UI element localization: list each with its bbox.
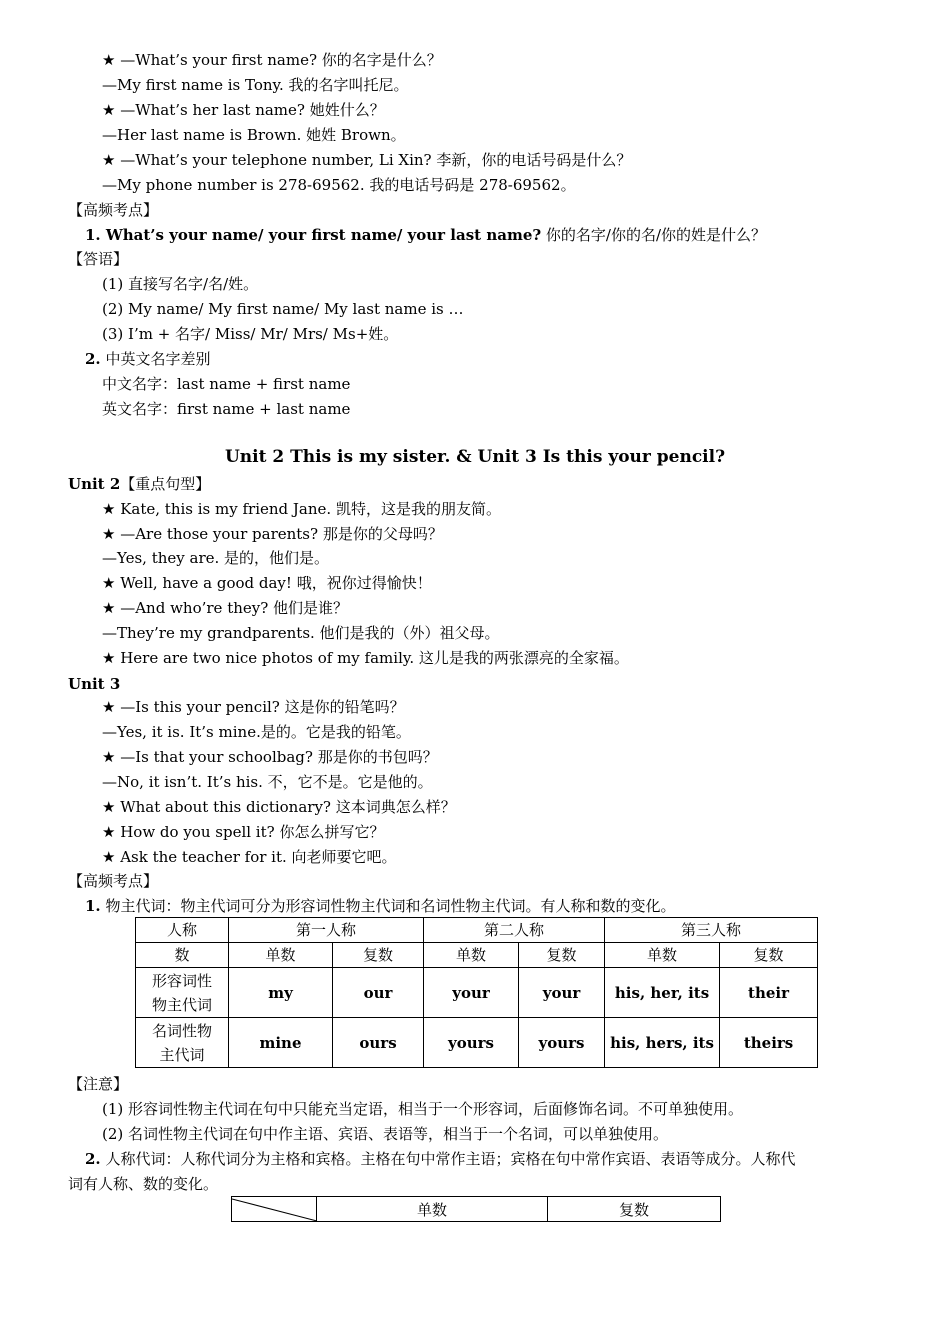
unit2-heading bbox=[68, 474, 210, 494]
table-row bbox=[136, 968, 818, 1018]
possessive-intro bbox=[85, 896, 675, 916]
table-cell: my bbox=[229, 968, 333, 1018]
table-cell: mine bbox=[229, 1018, 333, 1068]
unit2-line: ★ Well, have a good day! 哦，祝你过得愉快！ bbox=[102, 574, 432, 592]
unit3-line: ★ What about this dictionary? 这本词典怎么样？ bbox=[102, 798, 456, 816]
table-header-plural: 复数 bbox=[548, 1197, 721, 1222]
personal-number: 2. bbox=[85, 1150, 101, 1168]
table-cell: their bbox=[720, 968, 818, 1018]
unit3-line: —No, it isn’t. It’s his. 不，它不是。它是他的。 bbox=[102, 773, 433, 791]
section-heading: 【高频考点】 bbox=[68, 872, 159, 890]
table-row bbox=[136, 918, 818, 943]
unit2-line: —They’re my grandparents. 他们是我的（外）祖父母。 bbox=[102, 624, 500, 642]
section-heading: 【高频考点】 bbox=[68, 201, 159, 219]
possessive-pronoun-table bbox=[135, 917, 818, 1068]
unit2-line: ★ Kate, this is my friend Jane. 凯特，这是我的朋友简。 bbox=[102, 500, 501, 518]
note-line: (2) 名词性物主代词在句中作主语、宾语、表语等，相当于一个名词，可以单独使用。 bbox=[102, 1125, 669, 1143]
table-header-singular: 单数 bbox=[229, 943, 333, 968]
row-label-nominal bbox=[136, 1018, 229, 1068]
table-row bbox=[136, 943, 818, 968]
possessive-text: 物主代词：物主代词可分为形容词性物主代词和名词性物主代词。有人称和数的变化。 bbox=[100, 897, 676, 915]
table-cell: his, hers, its bbox=[605, 1018, 720, 1068]
key-point-2 bbox=[85, 349, 210, 369]
dialogue-line: —Her last name is Brown. 她姓 Brown。 bbox=[102, 126, 406, 144]
table-header-singular: 单数 bbox=[424, 943, 519, 968]
unit3-line: ★ How do you spell it? 你怎么拼写它？ bbox=[102, 823, 385, 841]
dialogue-line: ★ —What’s your first name? 你的名字是什么？ bbox=[102, 51, 442, 69]
unit2-line: ★ Here are two nice photos of my family. 这儿是我的两张漂亮的全家福。 bbox=[102, 649, 629, 667]
row-label-line: 形容词性 bbox=[151, 971, 212, 990]
unit2-line: ★ —And who’re they? 他们是谁？ bbox=[102, 599, 349, 617]
row-label-line: 名词性物 bbox=[151, 1021, 212, 1040]
key-point-1-cn: 你的名字/你的名/你的姓是什么？ bbox=[541, 226, 767, 244]
key-point-1-en: 1. What’s your name/ your first name/ your last name? bbox=[85, 226, 542, 244]
table-cell: your bbox=[519, 968, 605, 1018]
personal-pronoun-intro bbox=[85, 1149, 795, 1169]
table-header-third-person: 第三人称 bbox=[605, 918, 818, 943]
unit3-line: —Yes, it is. It’s mine.是的。它是我的铅笔。 bbox=[102, 723, 411, 741]
table-header-plural: 复数 bbox=[519, 943, 605, 968]
table-cell: ours bbox=[333, 1018, 424, 1068]
unit-title: Unit 2 This is my sister. & Unit 3 Is this your pencil? bbox=[224, 447, 726, 467]
table-cell: yours bbox=[424, 1018, 519, 1068]
answer-line: (3) I’m + 名字/ Miss/ Mr/ Mrs/ Ms+姓。 bbox=[102, 325, 399, 343]
name-order-line: 中文名字：last name + first name bbox=[102, 375, 351, 393]
table-header-number: 数 bbox=[136, 943, 229, 968]
unit3-label: Unit 3 bbox=[68, 675, 121, 693]
table-row bbox=[136, 1018, 818, 1068]
table-header-plural: 复数 bbox=[720, 943, 818, 968]
table-header-person: 人称 bbox=[136, 918, 229, 943]
table-cell: yours bbox=[519, 1018, 605, 1068]
unit2-line: ★ —Are those your parents? 那是你的父母吗？ bbox=[102, 525, 443, 543]
table-header-plural: 复数 bbox=[333, 943, 424, 968]
section-heading: 【答语】 bbox=[68, 250, 129, 268]
table-cell: his, her, its bbox=[605, 968, 720, 1018]
unit2-line: —Yes, they are. 是的，他们是。 bbox=[102, 549, 330, 567]
answer-line: (2) My name/ My first name/ My last name is … bbox=[102, 300, 464, 318]
unit2-label: Unit 2 bbox=[68, 475, 121, 493]
personal-pronoun-intro-cont: 词有人称、数的变化。 bbox=[68, 1175, 219, 1193]
unit2-section: 【重点句型】 bbox=[120, 475, 211, 493]
table-cell: theirs bbox=[720, 1018, 818, 1068]
diagonal-header-cell bbox=[232, 1197, 317, 1222]
table-header-singular: 单数 bbox=[605, 943, 720, 968]
personal-pronoun-table bbox=[231, 1196, 721, 1222]
unit3-line: ★ —Is that your schoolbag? 那是你的书包吗？ bbox=[102, 748, 438, 766]
table-row bbox=[232, 1197, 721, 1222]
key-point-1 bbox=[85, 225, 766, 245]
dialogue-line: —My first name is Tony. 我的名字叫托尼。 bbox=[102, 76, 409, 94]
dialogue-line: ★ —What’s your telephone number, Li Xin? 李新，你的电话号码是什么？ bbox=[102, 151, 632, 169]
key-point-2-number: 2. bbox=[85, 350, 101, 368]
table-header-second-person: 第二人称 bbox=[424, 918, 605, 943]
dialogue-line: ★ —What’s her last name? 她姓什么？ bbox=[102, 101, 385, 119]
key-point-2-text: 中英文名字差别 bbox=[100, 350, 211, 368]
name-order-line: 英文名字：first name + last name bbox=[102, 400, 351, 418]
section-heading: 【注意】 bbox=[68, 1075, 129, 1093]
row-label-line: 主代词 bbox=[159, 1045, 205, 1064]
note-line: (1) 形容词性物主代词在句中只能充当定语，相当于一个形容词，后面修饰名词。不可单独使用。 bbox=[102, 1100, 744, 1118]
row-label-line: 物主代词 bbox=[151, 995, 212, 1014]
answer-line: (1) 直接写名字/名/姓。 bbox=[102, 275, 259, 293]
table-header-singular: 单数 bbox=[317, 1197, 548, 1222]
dialogue-line: —My phone number is 278-69562. 我的电话号码是 278-69562。 bbox=[102, 176, 576, 194]
diagonal-line bbox=[232, 1197, 317, 1223]
table-cell: our bbox=[333, 968, 424, 1018]
table-cell: your bbox=[424, 968, 519, 1018]
personal-text: 人称代词：人称代词分为主格和宾格。主格在句中常作主语；宾格在句中常作宾语、表语等成分。人称代 bbox=[100, 1150, 796, 1168]
possessive-number: 1. bbox=[85, 897, 101, 915]
unit3-line: ★ —Is this your pencil? 这是你的铅笔吗？ bbox=[102, 698, 405, 716]
table-header-first-person: 第一人称 bbox=[229, 918, 424, 943]
row-label-adjectival bbox=[136, 968, 229, 1018]
unit3-line: ★ Ask the teacher for it. 向老师要它吧。 bbox=[102, 848, 397, 866]
